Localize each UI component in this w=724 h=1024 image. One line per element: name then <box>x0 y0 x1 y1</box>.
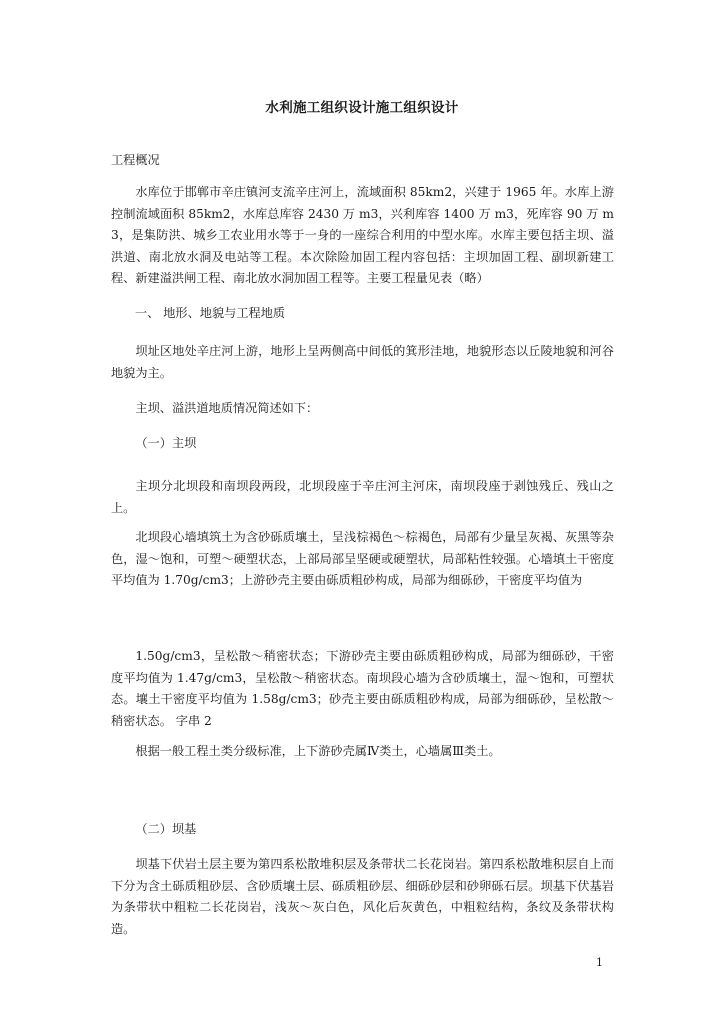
foundation-paragraph: 坝基下伏岩土层主要为第四系松散堆积层及条带状二长花岗岩。第四系松散堆积层自上而下分为含土砾质粗砂层、含砂质壤土层、砾质粗砂层、细砾砂层和砂卵砾石层。坝基下伏基岩为条带状中粗粒二长花岗岩，浅灰～灰白色，风化后灰黄色，中粗粒结构，条纹及条带状构造。 <box>111 857 614 936</box>
classification-paragraph: 根据一般工程土类分级标准，上下游砂壳属Ⅳ类土，心墙属Ⅲ类土。 <box>135 744 501 758</box>
overview-heading: 工程概况 <box>111 153 160 167</box>
north-section-paragraph: 北坝段心墙填筑土为含砂砾质壤土，呈浅棕褐色～棕褐色，局部有少量呈灰褐、灰黑等杂色，湿～饱和，可塑～硬塑状态，上部局部呈坚硬或硬塑状，局部粘性较强。心墙填土干密度平均值为 1.70g/cm3；上游砂壳主要由砾质粗砂构成，局部为细砾砂，干密度平均值为 <box>111 530 614 587</box>
main-dam-paragraph: 主坝分北坝段和南坝段两段，北坝段座于辛庄河主河床，南坝段座于剥蚀残丘、残山之上。 <box>111 479 614 515</box>
overview-paragraph: 水库位于邯郸市辛庄镇河支流辛庄河上，流域面积 85km2，兴建于 1965 年。水库上游控制流域面积 85km2，水库总库容 2430 万 m3，兴利库容 1400 万 m3，死库容 90 万 m3，是集防洪、城乡工农业用水等于一身的一座综合利用的中型水库。水库主要包括主坝、溢洪道、南北放水洞及电站等工程。本次除险加固工程内容包括：主坝加固工程、副坝新建工程、新建溢洪闸工程、南北放水洞加固工程等。主要工程量见表（略） <box>111 185 614 285</box>
page-number: 1 <box>596 956 603 969</box>
terrain-heading: 一、 地形、地貌与工程地质 <box>135 306 286 320</box>
foundation-heading: （二）坝基 <box>135 822 197 836</box>
geology-intro: 主坝、溢洪道地质情况简述如下： <box>135 401 319 415</box>
main-dam-heading: （一）主坝 <box>135 436 197 450</box>
page-title: 水利施工组织设计施工组织设计 <box>265 100 459 116</box>
terrain-paragraph: 坝址区地处辛庄河上游，地形上呈两侧高中间低的箕形洼地，地貌形态以丘陵地貌和河谷地貌为主。 <box>111 344 614 380</box>
continuation-paragraph: 1.50g/cm3，呈松散～稍密状态；下游砂壳主要由砾质粗砂构成，局部为细砾砂，干密度平均值为 1.47g/cm3，呈松散～稍密状态。南坝段心墙为含砂质壤土，湿～饱和，可塑状态。壤土干密度平均值为 1.58g/cm3；砂壳主要由砾质粗砂构成，局部为细砾砂，呈松散～稍密状态。 字串 2 <box>111 649 614 728</box>
